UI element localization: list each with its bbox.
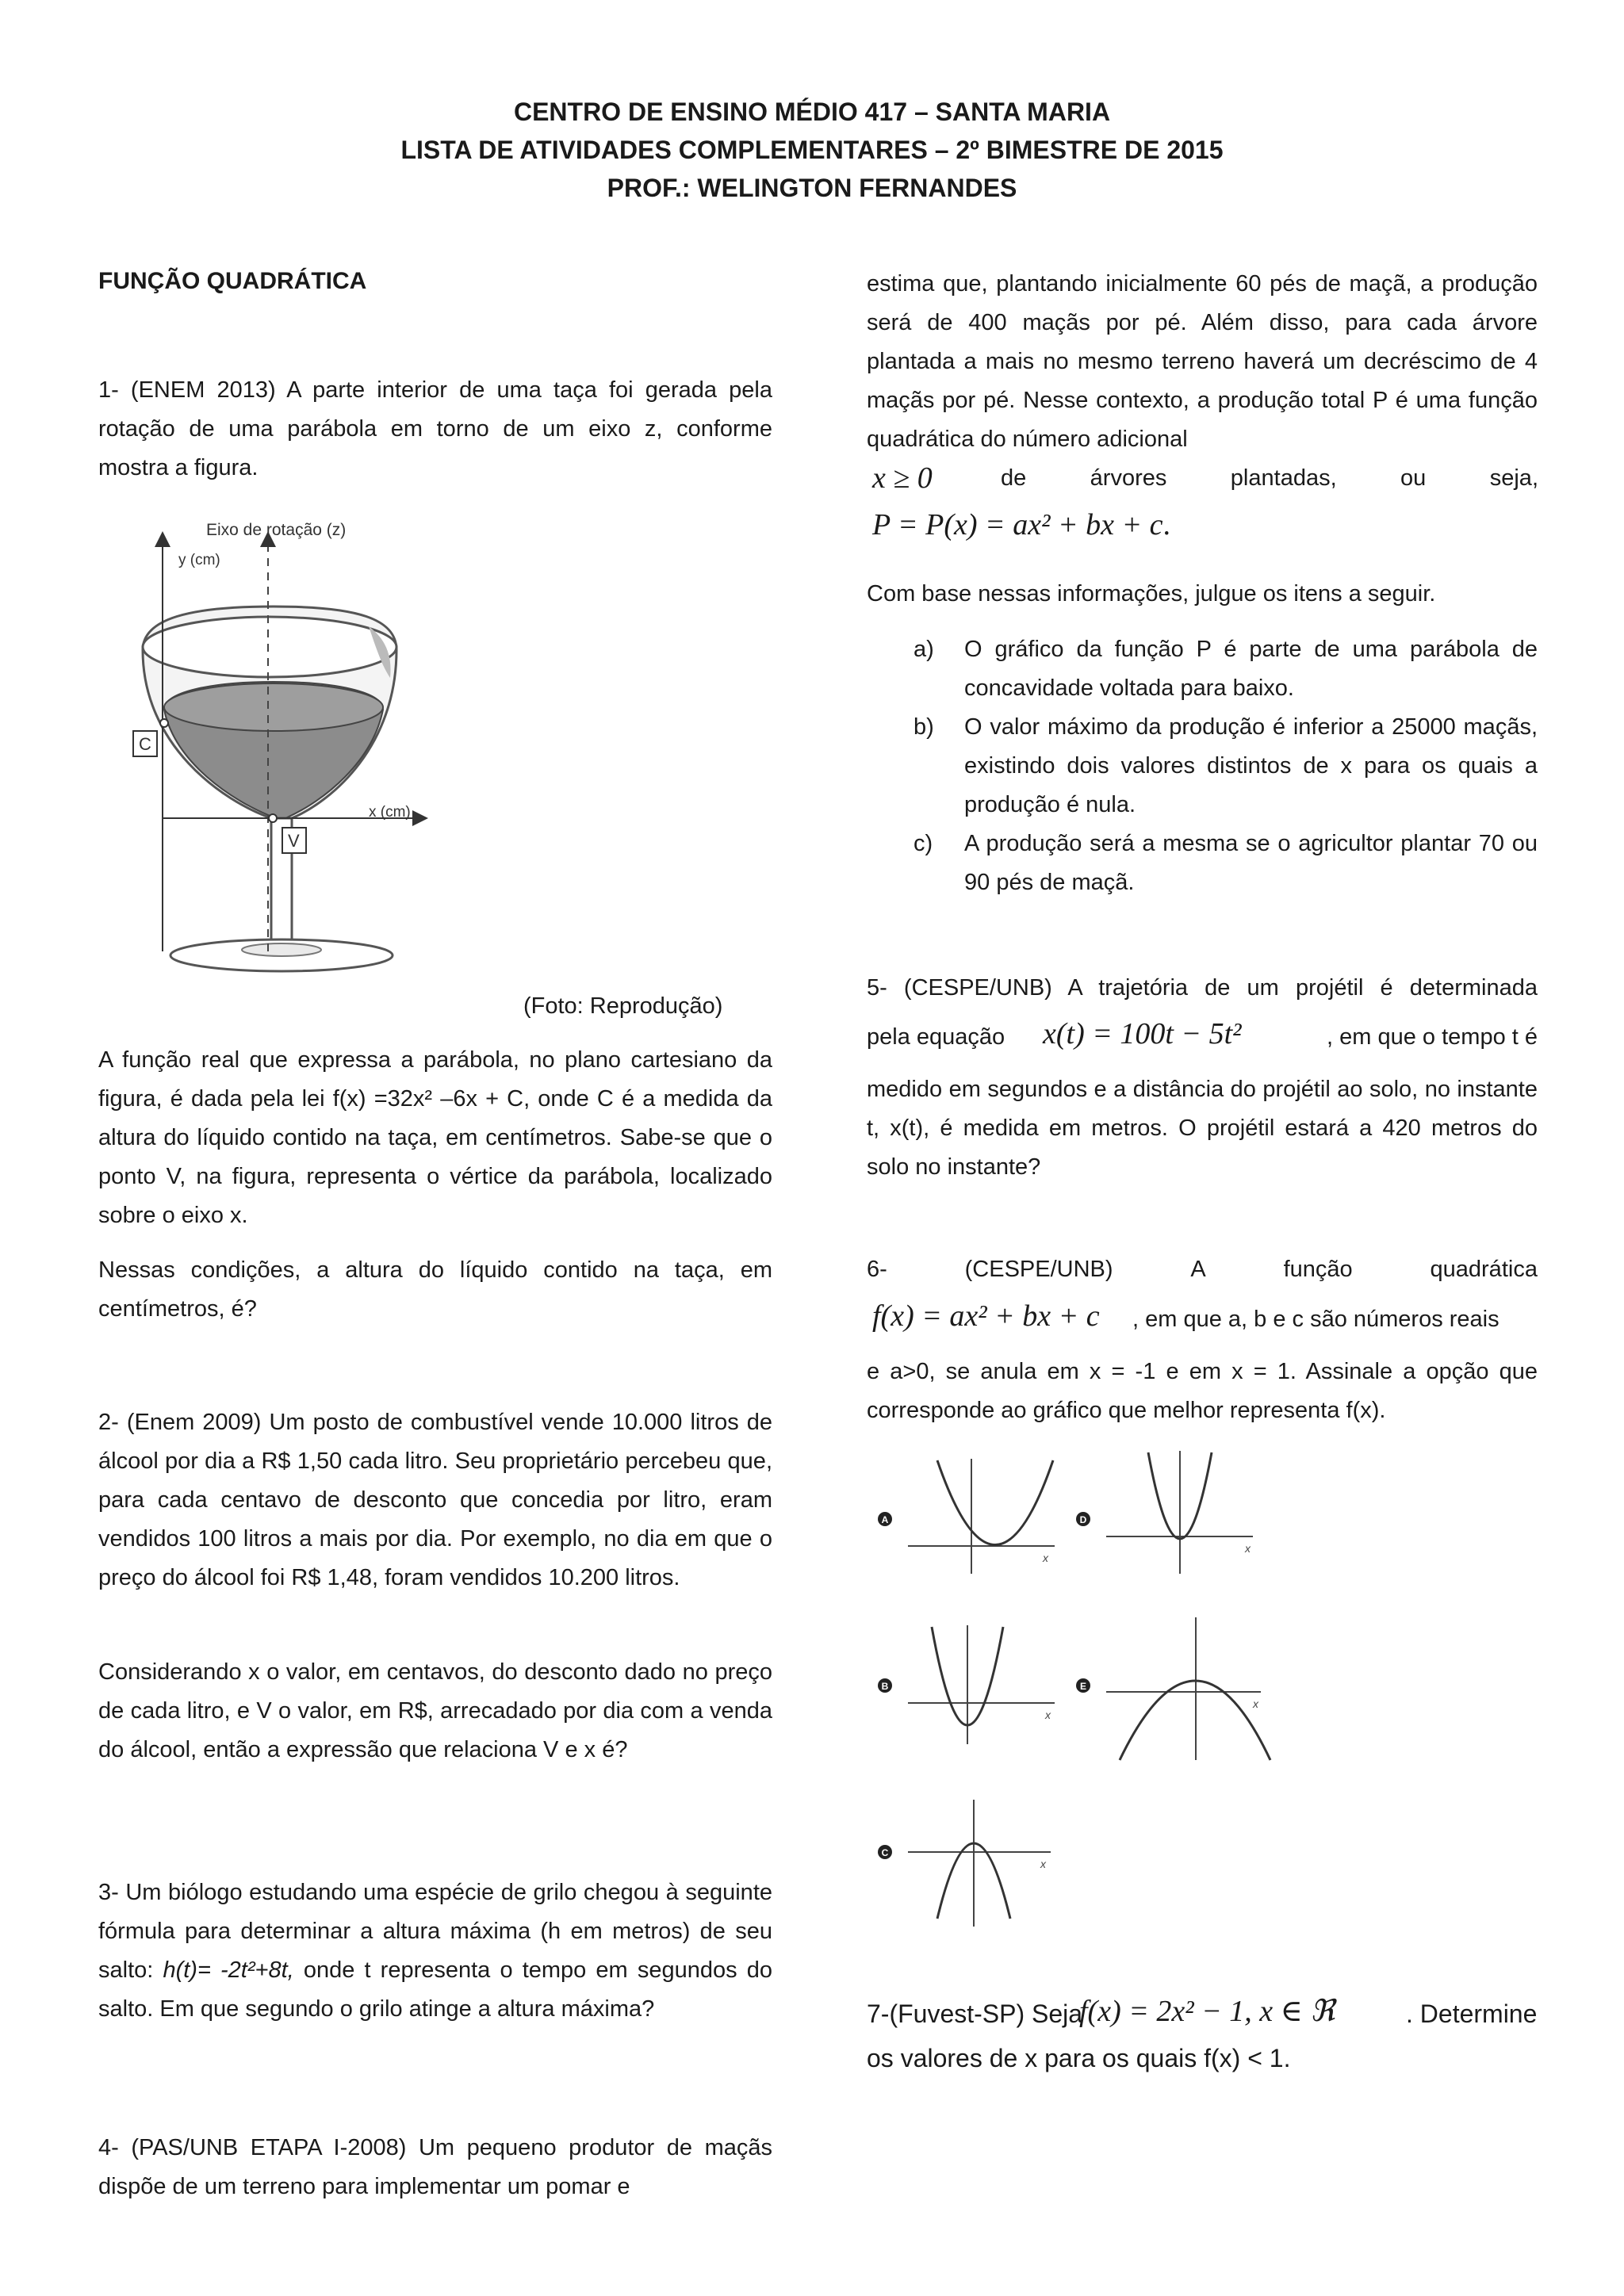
q4-items [914, 630, 1538, 902]
q6-formula-line [872, 1299, 1538, 1343]
q6-w3: quadrática [1430, 1257, 1538, 1282]
q4-item-b: b) O valor máximo da produção é inferior a 25000 maçãs, existindo dois valores distintos de x para os quais a produção é nula. [914, 714, 1538, 817]
header-line-3: PROF.: WELINGTON FERNANDES [607, 174, 1017, 202]
x-axis-label: x (cm) [369, 804, 411, 821]
q4-lead: Com base nessas informações, julgue os itens a seguir. [867, 581, 1436, 607]
q7-line1 [867, 1990, 1549, 2038]
q4-item-c: c) A produção será a mesma se o agricultor plantar 70 ou 90 pés de maçã. [914, 831, 1538, 895]
q5-formula: x(t) = 100t − 5t² [1043, 1017, 1242, 1050]
q4-condition-line [872, 458, 1538, 498]
graph-a [878, 1459, 1055, 1574]
q4-continuation: estima que, plantando inicialmente 60 pés de maçã, a produção será de 400 maçãs por pé. Além disso, para cada árvore plantada a mais no mesmo terreno haverá um decréscimo de 4 maçãs por pé. Nesse contexto, a produção total P é uma função quadrática do número adicional [867, 271, 1538, 452]
q6-src: (CESPE/UNB) [964, 1257, 1113, 1282]
q6-w2: função [1283, 1257, 1353, 1282]
q5-rest: medido em segundos e a distância do projétil ao solo, no instante t, x(t), é medida em metros. O projétil estará a 420 metros do solo no instante? [867, 1077, 1538, 1180]
q3-body [98, 1873, 772, 2029]
glass-rim [143, 617, 396, 677]
q4-item-a: a) O gráfico da função P é parte de uma parábola de concavidade voltada para baixo. [914, 637, 1538, 701]
q2-question: Considerando x o valor, em centavos, do desconto dado no preço de cada litro, e V o valor, em R$, arrecadado por dia com a venda do álcool, então a expressão que relaciona V e x é? [98, 1659, 772, 1762]
q5-line1: 5- (CESPE/UNB) A trajetória de um projétil é determinada [867, 975, 1538, 1001]
q1-body: A função real que expressa a parábola, no plano cartesiano da figura, é dada pela lei f(x) =32x² –6x + C, onde C é a medida da altura do líquido contido na taça, em centímetros. Sabe-se que o ponto V, na figura, representa o vértice da parábola, localizado sobre o eixo x. [98, 1047, 772, 1228]
point-v-label: V [288, 831, 300, 851]
q5-post: , em que o tempo t é [1327, 1024, 1538, 1050]
svg-text:x: x [1245, 1542, 1251, 1555]
q1-intro: 1- (ENEM 2013) A parte interior de uma taça foi gerada pela rotação de uma parábola em torno de um eixo z, conforme mostra a figura. [98, 377, 772, 480]
q4-formula: P = P(x) = ax² + bx + c [872, 508, 1163, 541]
q7-post: . Determine [1406, 1999, 1538, 2028]
svg-text:B: B [881, 1681, 889, 1692]
q4-condition-tail: de árvores plantadas, ou seja, [1001, 465, 1538, 491]
svg-text:D: D [1079, 1514, 1087, 1525]
svg-text:x: x [1045, 1709, 1051, 1721]
svg-text:x: x [1043, 1552, 1048, 1564]
figure-caption: (Foto: Reprodução) [523, 993, 723, 1019]
q6-tail: , em que a, b e c são números reais [1132, 1307, 1500, 1332]
svg-text:C: C [881, 1847, 889, 1858]
graph-b [878, 1625, 1055, 1744]
liquid-surface [164, 683, 383, 731]
header-line-2: LISTA DE ATIVIDADES COMPLEMENTARES – 2º BIMESTRE DE 2015 [400, 136, 1224, 164]
q5-formula-line [867, 1016, 1538, 1061]
q3-text-before: 3- Um biólogo estudando uma espécie de grilo chegou à seguinte fórmula para determinar a altura máxima (h em metros) de seu salto: [98, 1880, 772, 1983]
q2-body: 2- (Enem 2009) Um posto de combustível vende 10.000 litros de álcool por dia a R$ 1,50 cada litro. Seu proprietário percebeu que, para cada centavo de desconto que concedia por litro, eram vendidos 100 litros a mais por dia. Por exemplo, no dia em que o preço do álcool foi R$ 1,48, foram vendidos 10.200 litros. [98, 1410, 772, 1590]
svg-text:A: A [881, 1514, 889, 1525]
q5-pre: pela equação [867, 1024, 1005, 1050]
q7-formula: f(x) = 2x² − 1, x ∈ ℜ [1079, 1995, 1335, 2028]
q4-formula-line: P = P(x) = ax² + bx + c. [872, 508, 1170, 541]
y-axis-label: y (cm) [178, 552, 220, 568]
q6-num: 6- [867, 1257, 887, 1282]
svg-text:x: x [1253, 1697, 1258, 1710]
q3-text-after: onde t representa o tempo em segundos do salto. Em que segundo o grilo atinge a altura máxima? [98, 1957, 773, 2022]
q7-pre: 7-(Fuvest-SP) Seja [867, 1999, 1083, 2028]
header-line-1: CENTRO DE ENSINO MÉDIO 417 – SANTA MARIA [513, 98, 1111, 126]
wine-glass-figure [95, 507, 428, 983]
q7-line2: os valores de x para os quais f(x) < 1. [867, 2044, 1291, 2072]
q4-condition: x ≥ 0 [872, 461, 933, 495]
q6-formula: f(x) = ax² + bx + c [872, 1299, 1100, 1333]
axis-z-label: Eixo de rotação (z) [206, 521, 347, 539]
graph-c [878, 1800, 1051, 1927]
q6-line1 [867, 1257, 1538, 1288]
q4-start: 4- (PAS/UNB ETAPA I-2008) Um pequeno produtor de maçãs dispõe de um terreno para implementar um pomar e [98, 2135, 772, 2199]
q1-question: Nessas condições, a altura do líquido contido na taça, em centímetros, é? [98, 1257, 772, 1322]
q3-formula: h(t)= -2t²+8t, [163, 1957, 294, 1983]
svg-text:E: E [1079, 1681, 1087, 1692]
svg-text:x: x [1040, 1858, 1046, 1870]
q6-rest: e a>0, se anula em x = -1 e em x = 1. Assinale a opção que corresponde ao gráfico que melhor representa f(x). [867, 1359, 1538, 1423]
graph-d [1076, 1451, 1253, 1574]
graph-e [1076, 1617, 1270, 1760]
section-title: FUNÇÃO QUADRÁTICA [98, 268, 367, 294]
point-c-label: C [139, 734, 151, 754]
q6-graphs [864, 1443, 1356, 1934]
q6-w1: A [1190, 1257, 1206, 1282]
